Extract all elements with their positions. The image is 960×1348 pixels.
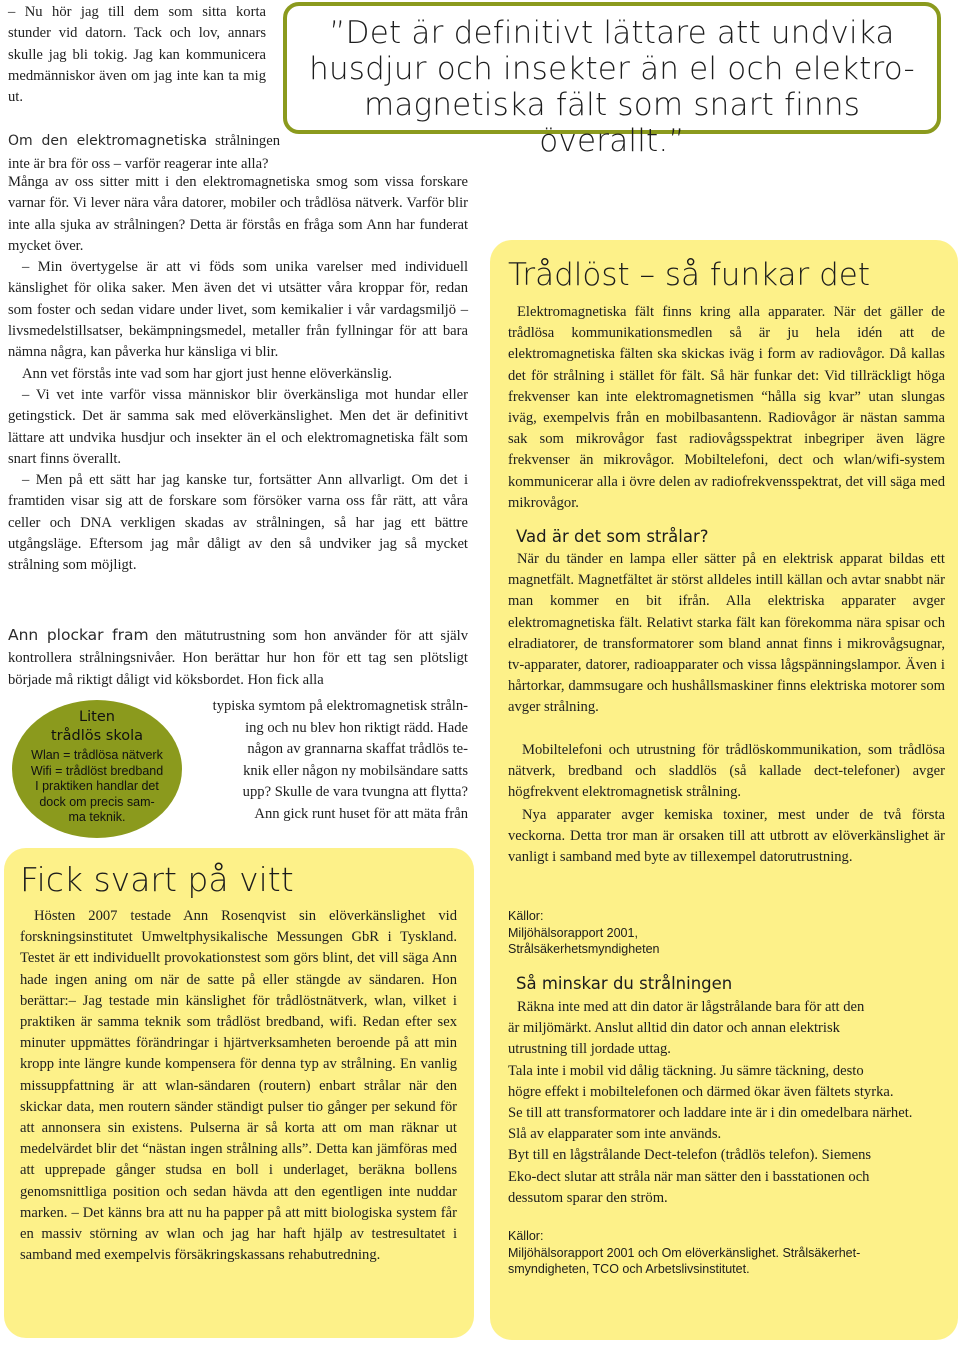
oval-list — [26, 748, 168, 826]
tip-line: utrustning till jordade uttag. — [508, 1041, 671, 1058]
oval-title-line: Liten — [79, 709, 115, 725]
oval-item: Wlan = trådlösa nätverk — [31, 748, 163, 762]
oval-item: Wifi = trådlöst bredband — [30, 763, 164, 778]
fact-box-fick-svart — [4, 848, 474, 1338]
tips-list — [508, 997, 945, 1209]
subheading-minska: Så minskar du strålningen — [516, 974, 733, 993]
body-text-block — [8, 172, 468, 577]
tip-line: Räkna inte med att din dator är lågstrålande bara för att den — [517, 999, 865, 1015]
ann-section — [8, 624, 468, 691]
body-paragraph: – Vi vet inte varför vissa människor blir överkänsliga mot hundar eller getingstick. Det är samma sak med elöverkänslighet. Men det är definitivt lättare att undvika husdjur och insekter än el och elektromagnetiska fält som snart finns överallt. — [8, 386, 468, 467]
ann-paragraph — [8, 624, 468, 691]
fact-paragraph: Nya apparater avger kemiska toxiner, mest under de två första veckorna. Detta tror man är orsaken till att utbrott av elöverkänslighet är vanligt i samband med byte av tillexempel datorutrustning. — [508, 807, 945, 866]
oval-item: I praktiken handlar det — [35, 779, 159, 793]
pull-quote-line: magnetiska fält som snart finns överallt.” — [363, 87, 861, 159]
oval-title — [12, 708, 182, 746]
sources-line: Strålsäkerhetsmyndigheten — [508, 942, 660, 956]
tip-line: Tala inte i mobil vid dålig täckning. Ju sämre täckning, desto — [508, 1062, 864, 1079]
ann-wrap-line: Ann gick runt huset för att mäta från — [254, 805, 468, 822]
pull-quote-line: husdjur och insekter än el och elektro- — [309, 51, 915, 87]
fact-paragraph: När du tänder en lampa eller sätter på en elektrisk apparat bildas ett magnetfält. Magnetfältet är störst alldeles intill källan och avtar snabbt när man kommer en bit ifrån. Alla elektriska apparater avger elektromagnetiska fält. Relativt starka fält kan förekomma nära spisar och elradiatorer, de transformatorer som bland annat finns i mikrovågsugnar, tv-apparater, datorer, radioapparater och vissa lågspänningslampor. Även i hårtorkar, dammsugare och hushållsmaskiner finns elektriska motorer som avger strålning. — [508, 551, 945, 716]
intro-paragraph: – Nu hör jag till dem som sitta korta stunder vid datorn. Tack och lov, annars skulle jag bli tokig. Jag kan kommunicera medmänniskor även om jag inte kan ta mig ut. — [8, 4, 266, 106]
body-paragraph: Många av oss sitter mitt i den elektromagnetiska smog som vissa forskare varnar för. Vi lever nära våra datorer, mobiler och trådlösa nätverk. Varför blir inte alla sjuka av strålningen? Detta är förstås en fråga som Ann har funderat mycket över. — [8, 174, 468, 254]
lead-subhead: Om den elektromagnetiska — [8, 133, 208, 149]
ann-wrap-line: upp? Skulle de vara tvungna att flytta? — [242, 784, 468, 801]
ann-wrap-line: ing och nu blev hon riktigt rädd. Hade — [245, 719, 468, 736]
lead-text: strålningen inte är bra för oss – varför reagerar inte alla? — [8, 133, 280, 172]
ann-wrap-line: typiska symtom på elektromagnetisk stråln- — [212, 698, 468, 714]
intro-text-block — [8, 2, 266, 108]
tip-line: Byt till en lågstrålande Dect-telefon (trådlös telefon). Siemens — [508, 1147, 872, 1164]
lead-block — [8, 130, 280, 175]
oval-item: dock om precis sam- — [39, 794, 155, 809]
fact-box-intro: Elektromagnetiska fält finns kring alla apparater. När det gäller de trådlösa kommunikationsmedlen så är ju hela idén att de elektromagnetiska fälten ska skickas iväg i form av radiovågor. Då kallas det för strålning i stället för fält. Så här funkar det: Vid tillräckligt höga frekvenser kan inte elektromagnetismen “hålla sig kvar” utan slungas iväg, exempelvis från en mobilbasantenn. Radiovågor är nästan samma sak som mikrovågor fast radiovågsspektrat inbegriper även lägre frekvenser än mikrovågor. Mobiltelefoni, dect och wlan/wifi-system kommunicerar alla i övre delen av radiofrekvensspektrat, det vill säga med mikrovågor. — [508, 304, 945, 511]
pull-quote-line: ”Det är definitivt lättare att undvika — [329, 15, 895, 51]
body-paragraph: Ann vet förstås inte vad som har gjort just henne elöverkänslig. — [22, 365, 393, 382]
tip-line: Eko-dect slutar att stråla när man sätter den i basstationen och — [508, 1168, 870, 1185]
sources-line: smyndigheten, TCO och Arbetslivsinstitutet. — [508, 1262, 750, 1276]
ann-subhead: Ann plockar fram — [8, 626, 149, 644]
fact-paragraph: Mobiltelefoni och utrustning för trådlöskommunikation, som trådlösa nätverk, bredband och sladdlös (så kallade dect-telefoner) avger högfrekvent elektromagnetisk strålning. — [508, 742, 945, 801]
pull-quote — [295, 15, 929, 159]
ann-text: den mätutrustning som hon använder för att själv kontrollera strålningsnivåer. Hon berättar hur hon för ett tag sen plötsligt började må riktigt dåligt vid köksbordet. Hon fick alla — [8, 628, 468, 688]
sources-label: Källor: — [508, 1229, 544, 1243]
fact-box-title: Fick svart på vitt — [20, 860, 294, 899]
sources-label: Källor: — [508, 909, 544, 923]
ann-wrap-line: knik eller någon ny mobilsändare satts — [243, 762, 468, 779]
tip-line: högre effekt i mobiltelefonen och därmed ökar även fältets styrka. — [508, 1083, 894, 1100]
ann-wrap-text — [174, 696, 468, 826]
tip-line: Se till att transformatorer och laddare inte är i din omedelbara närhet. — [508, 1105, 913, 1122]
oval-title-line: trådlös skola — [50, 728, 144, 744]
body-paragraph: – Min övertygelse är att vi föds som unika varelser med individuell känslighet för olika saker. Men även det vi utsätter våra kroppar för, redan som foster och sedan vidare under livet, som kemikalier i vår vardagsmiljö – livsmedelstillsatser, bekämpningsmedel, metaller från fyllningar för att bara nämna några, kan påverka hur känsliga vi blir. — [8, 259, 468, 361]
sources-1 — [508, 908, 938, 958]
fact-box-tradlost — [490, 240, 958, 1340]
sources-line: Miljöhälsorapport 2001 och Om elöverkänslighet. Strålsäkerhet- — [508, 1245, 861, 1260]
oval-item: ma teknik. — [68, 810, 126, 824]
tip-line: är miljömärkt. Anslut alltid din dator och annan elektrisk — [508, 1020, 840, 1037]
pull-quote-box — [283, 2, 941, 159]
sources-line: Miljöhälsorapport 2001, — [508, 925, 638, 940]
tip-line: Slå av elapparater som inte används. — [508, 1126, 722, 1143]
fact-box-text: Hösten 2007 testade Ann Rosenqvist sin elöverkänslighet vid forskningsinstitutet Umweltphysikalische Messungen GbR i Tyskland. Testet är ett individuellt provokationstest som görs blint, det vill säga Ann hade ingen aning om när de satte på eller stängde av sändaren. Hon berättar:– Jag testade min känslighet för trådlöstnätverk, wlan, vilket i praktiken är samma teknik som trådlöst bredband, wifi. Redan efter sex minuter uppmättes förändringar i hjärtverksamheten beroende på att min kropp inte längre kunde kompensera för denna typ av strålning. En vanlig missuppfattning är att wlan-sändaren (routern) enbart strålar när den skickar data, men routern sänder ständigt pulser tio gånger per sekund för att annonsera sin existens. Pulserna är så korta att om man räknar ut medelvärdet blir det “nästan ingen strålning alls”. Detta kan jämföras med att upprepade gånger studsa en boll i underlaget, beräkna bollens genomsnittliga position och sedan hävda att den egentligen inte nuddar marken. – Det känns bra att nu ha papper på att mitt biologiska system får en massiv störning av wlan och jag har haft hjälp av testresultatet i samband med exempelvis försäkringskassans rehabutredning. — [20, 908, 457, 1264]
ann-wrap-line: någon av grannarna skaffat trådlös te- — [247, 741, 468, 758]
body-paragraph: – Men på ett sätt har jag kanske tur, fortsätter Ann allvarligt. Om det i framtiden visar sig att de forskare som försöker varna oss får rätt, att våra celler och DNA verkligen skadas av strålningen, så har jag ett bättre utgångsläge. Eftersom jag mår dåligt av den så undviker jag så mycket strålning som möjligt. — [8, 472, 468, 574]
glossary-oval — [12, 700, 182, 838]
sources-2 — [508, 1228, 938, 1278]
lead-paragraph — [8, 130, 280, 175]
subheading-vad-stralar: Vad är det som strålar? — [516, 527, 709, 546]
fact-box-title: Trådlöst – så funkar det — [508, 257, 871, 293]
tip-line: dessutom sparar den ström. — [508, 1189, 668, 1206]
